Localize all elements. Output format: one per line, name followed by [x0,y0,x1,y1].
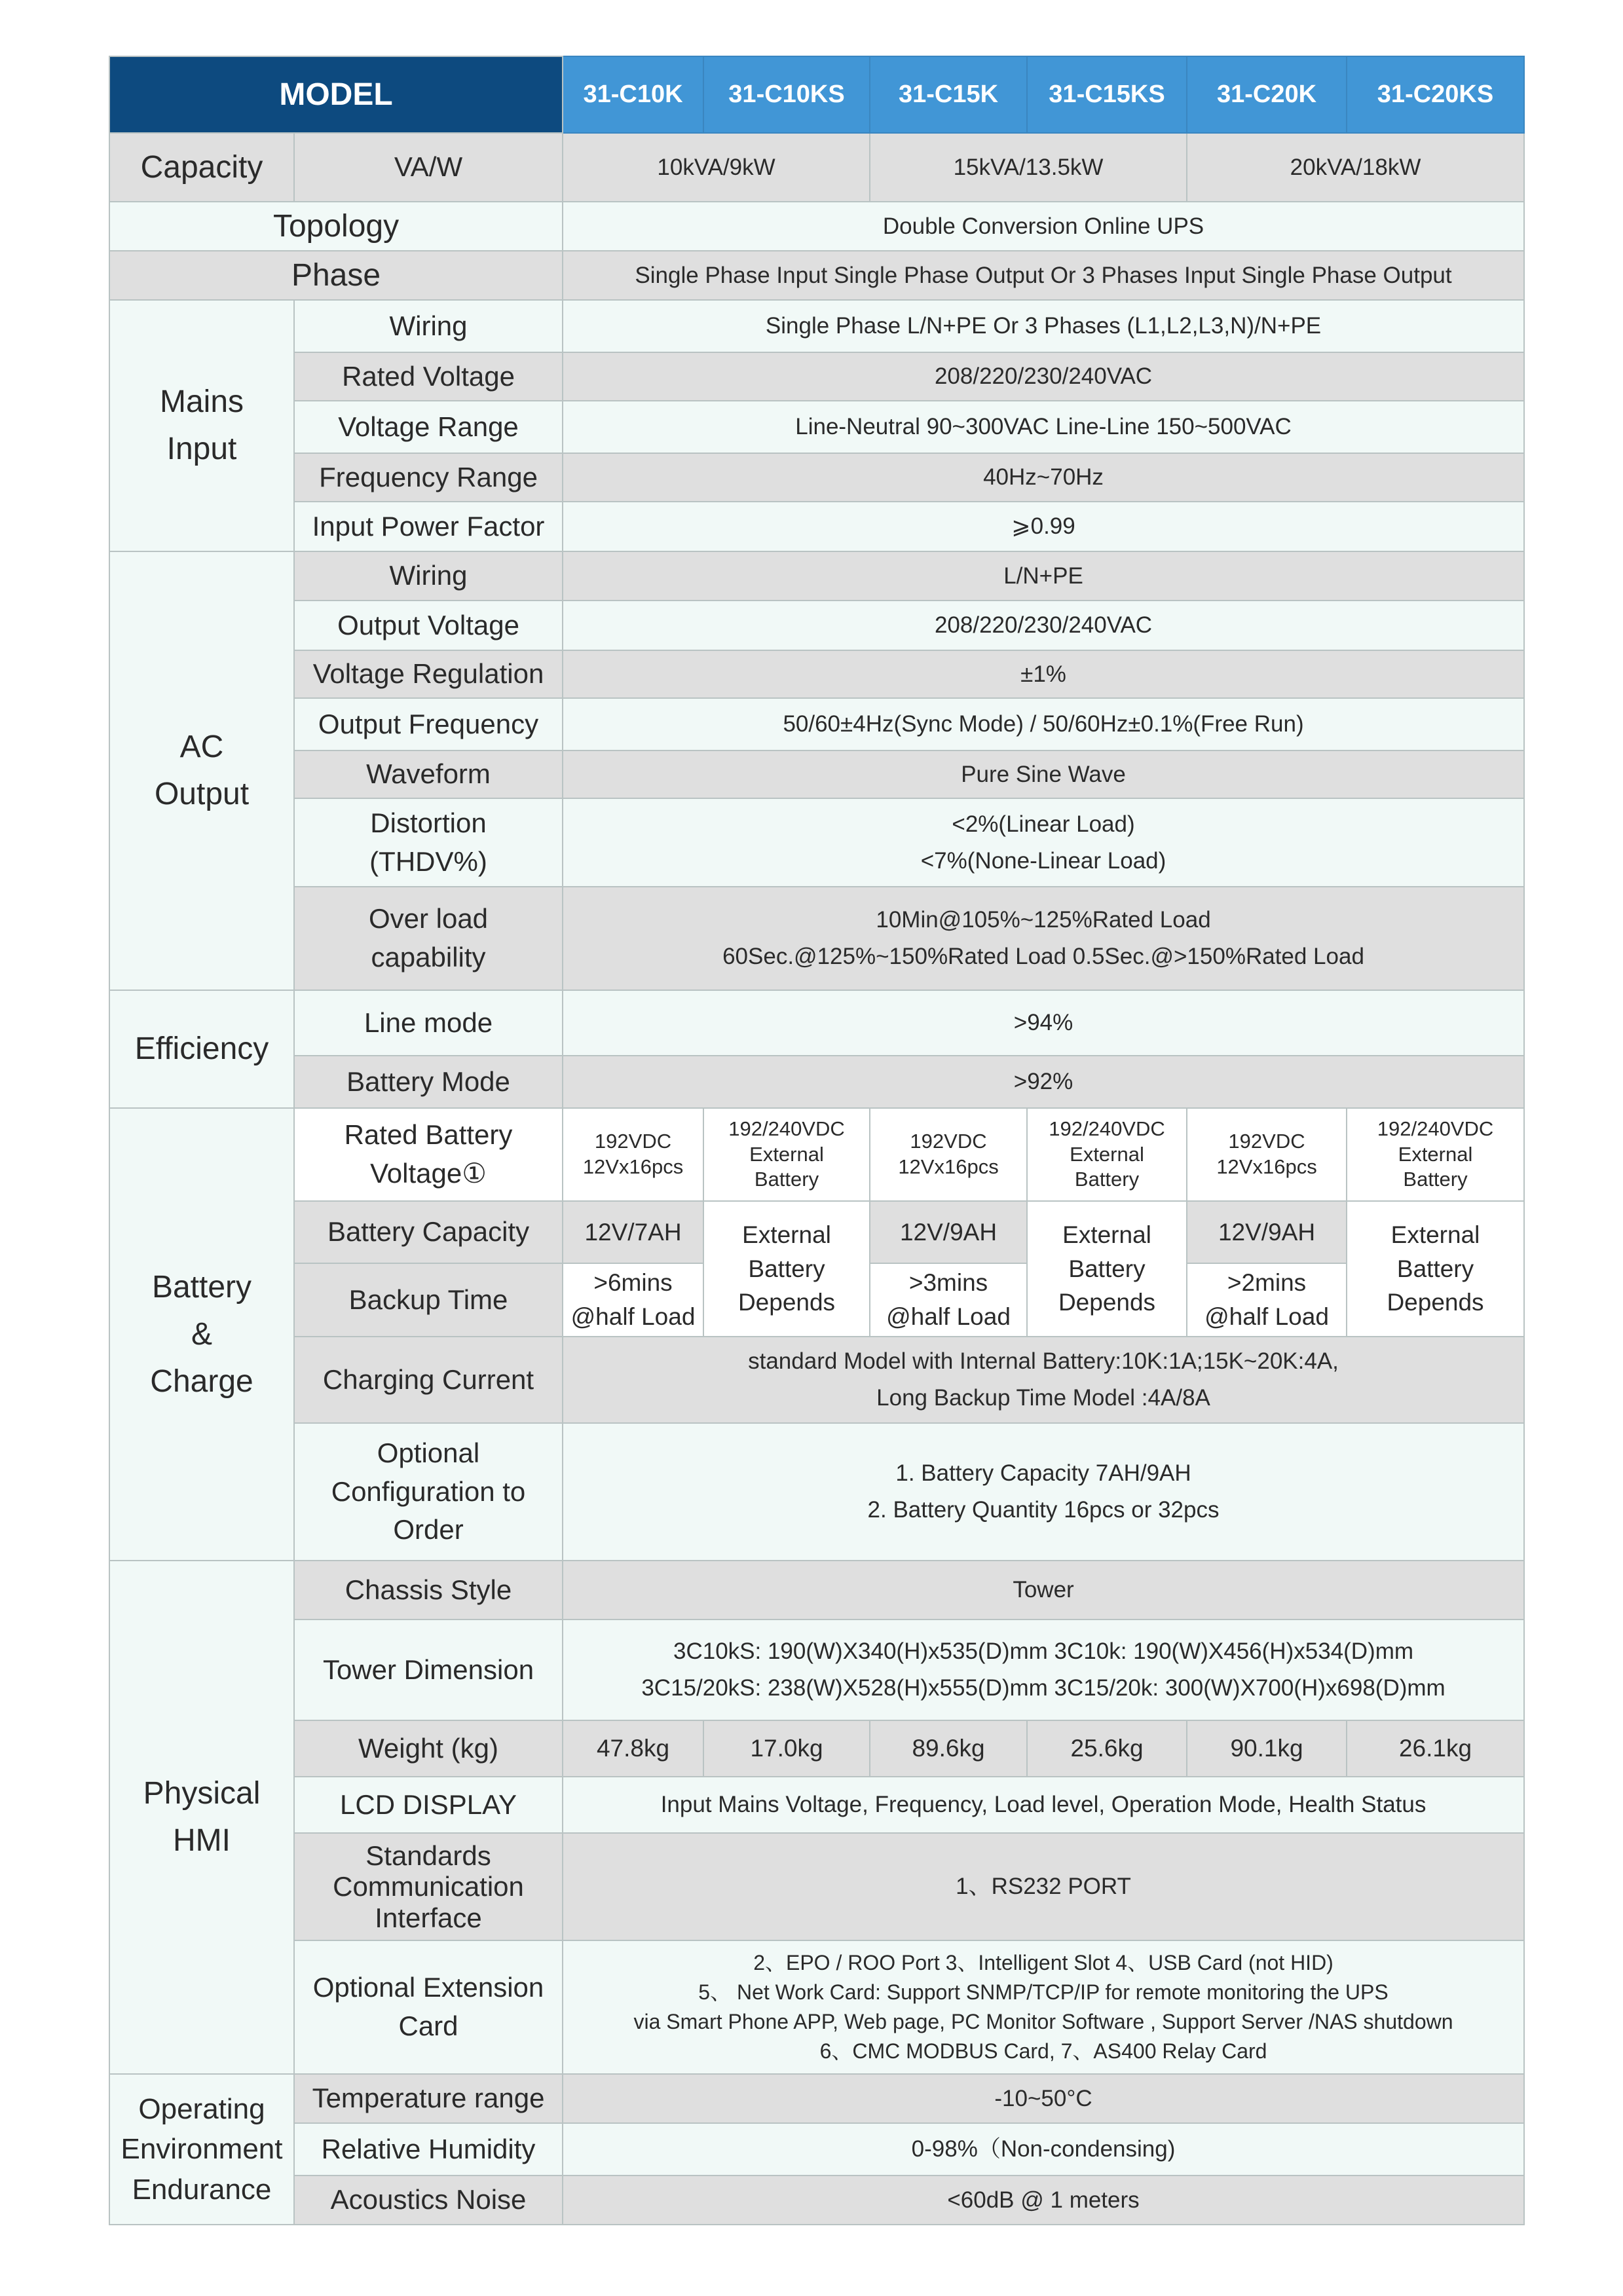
ac-output-label: AC Output [109,551,294,990]
capacity-label: Capacity [109,133,294,202]
capacity-row [109,133,1524,202]
model-name: 31-C10K [563,56,703,133]
model-header: MODEL [109,56,563,133]
param-value: Pure Sine Wave [563,750,1524,798]
param-value: 1. Battery Capacity 7AH/9AH 2. Battery Quantity 16pcs or 32pcs [563,1423,1524,1561]
param-value: ±1% [563,650,1524,698]
external-battery-note: External Battery Depends [1347,1201,1524,1337]
battery-voltage-value: 192VDC 12Vx16pcs [1187,1108,1347,1201]
ac-output-frequency-row [109,698,1524,750]
chassis-row [109,1561,1524,1620]
param-label: Optional Configuration to Order [294,1423,563,1561]
ac-wiring-row [109,551,1524,601]
param-label: Voltage Range [294,401,563,453]
param-label: Input Power Factor [294,502,563,551]
battery-capacity-row [109,1201,1524,1263]
param-value: 2、EPO / ROO Port 3、Intelligent Slot 4、USB Card (not HID) 5、 Net Work Card: Support SNMP/TCP/IP for remote monitoring the UPS via Smart Phone APP, Web page, PC Monitor Software , Support Server /NAS shutdown 6、CMC MODBUS Card, 7、AS400 Relay Card [563,1940,1524,2074]
weight-value: 90.1kg [1187,1720,1347,1777]
dimension-row [109,1620,1524,1720]
weight-value: 89.6kg [870,1720,1027,1777]
param-value: L/N+PE [563,551,1524,601]
backup-time-value: >3mins @half Load [870,1263,1027,1337]
param-value: 208/220/230/240VAC [563,352,1524,401]
param-value: Tower [563,1561,1524,1620]
param-value: 3C10kS: 190(W)X340(H)x535(D)mm 3C10k: 190(W)X456(H)x534(D)mm 3C15/20kS: 238(W)X528(H)x555(D)mm 3C15/20k: 300(W)X700(H)x698(D)mm [563,1620,1524,1720]
environment-label: Operating Environment Endurance [109,2074,294,2225]
battery-voltage-value: 192/240VDC External Battery [1027,1108,1187,1201]
param-label: Over load capability [294,887,563,990]
param-label: Optional Extension Card [294,1940,563,2074]
noise-row [109,2176,1524,2225]
header-row [109,56,1524,133]
battery-capacity-value: 12V/9AH [1187,1201,1347,1263]
battery-voltage-value: 192/240VDC External Battery [703,1108,870,1201]
model-name: 31-C10KS [703,56,870,133]
mains-input-label: Mains Input [109,300,294,551]
param-value: >92% [563,1056,1524,1108]
weight-value: 47.8kg [563,1720,703,1777]
ac-waveform-row [109,750,1524,798]
param-value: Input Mains Voltage, Frequency, Load level, Operation Mode, Health Status [563,1777,1524,1833]
backup-time-value: >6mins @half Load [563,1263,703,1337]
param-label: Frequency Range [294,453,563,502]
param-label: Relative Humidity [294,2123,563,2176]
param-label: Acoustics Noise [294,2176,563,2225]
param-label: Battery Mode [294,1056,563,1108]
param-value: <60dB @ 1 meters [563,2176,1524,2225]
efficiency-label: Efficiency [109,990,294,1108]
param-value: 10Min@105%~125%Rated Load 60Sec.@125%~150%Rated Load 0.5Sec.@>150%Rated Load [563,887,1524,990]
lcd-row [109,1777,1524,1833]
param-value: standard Model with Internal Battery:10K:1A;15K~20K:4A, Long Backup Time Model :4A/8A [563,1337,1524,1423]
capacity-value: 20kVA/18kW [1187,133,1524,202]
param-value: 1、RS232 PORT [563,1833,1524,1940]
mains-wiring-row [109,300,1524,352]
param-value: Single Phase L/N+PE Or 3 Phases (L1,L2,L3,N)/N+PE [563,300,1524,352]
battery-charge-label: Battery & Charge [109,1108,294,1561]
ac-distortion-row [109,798,1524,887]
param-label: Wiring [294,300,563,352]
ac-overload-row [109,887,1524,990]
param-label: Voltage Regulation [294,650,563,698]
capacity-value: 10kVA/9kW [563,133,870,202]
capacity-value: 15kVA/13.5kW [870,133,1187,202]
battery-voltage-value: 192/240VDC External Battery [1347,1108,1524,1201]
battery-charging-row [109,1337,1524,1423]
param-label: Backup Time [294,1263,563,1337]
temperature-row [109,2074,1524,2123]
backup-time-value: >2mins @half Load [1187,1263,1347,1337]
param-value: ⩾0.99 [563,502,1524,551]
ac-output-voltage-row [109,601,1524,650]
param-label: Output Voltage [294,601,563,650]
std-comm-row [109,1833,1524,1940]
model-name: 31-C20K [1187,56,1347,133]
topology-value: Double Conversion Online UPS [563,202,1524,251]
battery-voltage-value: 192VDC 12Vx16pcs [563,1108,703,1201]
battery-voltage-value: 192VDC 12Vx16pcs [870,1108,1027,1201]
param-label: Charging Current [294,1337,563,1423]
battery-voltage-row [109,1108,1524,1201]
model-name: 31-C15K [870,56,1027,133]
weight-value: 25.6kg [1027,1720,1187,1777]
param-label: Weight (kg) [294,1720,563,1777]
ext-card-row [109,1940,1524,2074]
ups-spec-table [109,56,1525,2225]
external-battery-note: External Battery Depends [703,1201,870,1337]
param-label: Output Frequency [294,698,563,750]
param-label: LCD DISPLAY [294,1777,563,1833]
param-label: Waveform [294,750,563,798]
phase-row [109,251,1524,300]
param-value: 40Hz~70Hz [563,453,1524,502]
param-label: Chassis Style [294,1561,563,1620]
topology-label: Topology [109,202,563,251]
phase-value: Single Phase Input Single Phase Output Or 3 Phases Input Single Phase Output [563,251,1524,300]
mains-rated-voltage-row [109,352,1524,401]
param-value: 208/220/230/240VAC [563,601,1524,650]
physical-hmi-label: Physical HMI [109,1561,294,2074]
param-label: Standards Communication Interface [294,1833,563,1940]
external-battery-note: External Battery Depends [1027,1201,1187,1337]
capacity-param: VA/W [294,133,563,202]
param-label: Wiring [294,551,563,601]
model-name: 31-C20KS [1347,56,1524,133]
param-value: 0-98%（Non-condensing) [563,2123,1524,2176]
ac-voltage-regulation-row [109,650,1524,698]
weight-value: 17.0kg [703,1720,870,1777]
battery-capacity-value: 12V/7AH [563,1201,703,1263]
mains-voltage-range-row [109,401,1524,453]
efficiency-battery-row [109,1056,1524,1108]
phase-label: Phase [109,251,563,300]
param-label: Battery Capacity [294,1201,563,1263]
mains-frequency-range-row [109,453,1524,502]
param-label: Rated Voltage [294,352,563,401]
mains-power-factor-row [109,502,1524,551]
param-label: Rated Battery Voltage① [294,1108,563,1201]
battery-optional-config-row [109,1423,1524,1561]
param-value: >94% [563,990,1524,1056]
model-name: 31-C15KS [1027,56,1187,133]
param-label: Line mode [294,990,563,1056]
param-label: Tower Dimension [294,1620,563,1720]
weight-value: 26.1kg [1347,1720,1524,1777]
param-value: -10~50°C [563,2074,1524,2123]
param-label: Distortion (THDV%) [294,798,563,887]
topology-row [109,202,1524,251]
efficiency-line-row [109,990,1524,1056]
param-label: Temperature range [294,2074,563,2123]
weight-row [109,1720,1524,1777]
param-value: <2%(Linear Load) <7%(None-Linear Load) [563,798,1524,887]
battery-capacity-value: 12V/9AH [870,1201,1027,1263]
param-value: Line-Neutral 90~300VAC Line-Line 150~500VAC [563,401,1524,453]
humidity-row [109,2123,1524,2176]
param-value: 50/60±4Hz(Sync Mode) / 50/60Hz±0.1%(Free Run) [563,698,1524,750]
